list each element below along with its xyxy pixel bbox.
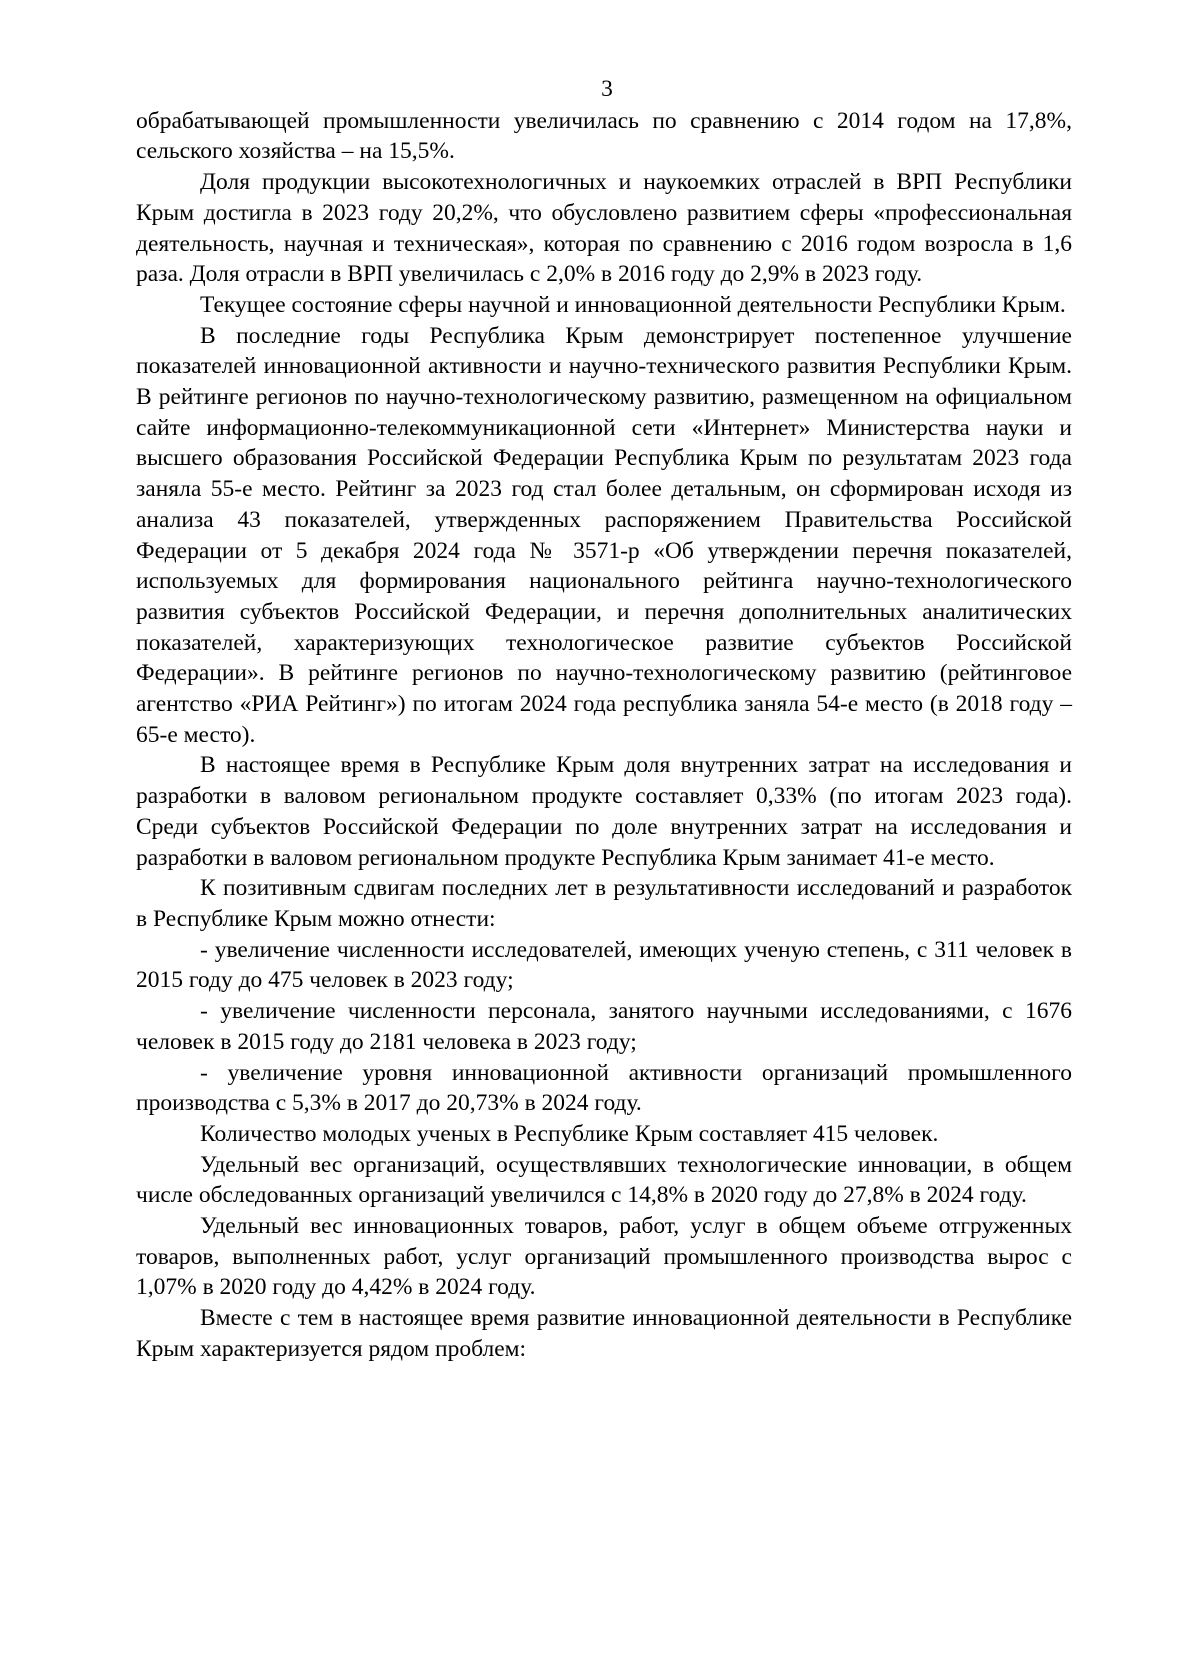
paragraph-current-state: Текущее состояние сферы научной и инновационной деятельности Республики Крым.	[200, 291, 1066, 318]
paragraph-tech-innovations-share: Удельный вес организаций, осуществлявших технологические инновации, в общем числе обследованных организаций увеличился с 14,8% в 2020 году до 27,8% в 2024 году.	[136, 1151, 1072, 1209]
paragraph-rd-costs: В настоящее время в Республике Крым доля внутренних затрат на исследования и разработки в валовом региональном продукте составляет 0,33% (по итогам 2023 года). Среди субъектов Российской Федерации по доле внутренних затрат на исследования и разработки в валовом региональном продукте Республика Крым занимает 41-е место.	[136, 752, 1072, 871]
paragraph-continuation: обрабатывающей промышленности увеличилась по сравнению с 2014 годом на 17,8%, сельского хозяйства – на 15,5%.	[136, 107, 1072, 165]
paragraph-problems-intro: Вместе с тем в настоящее время развитие инновационной деятельности в Республике Крым характеризуется рядом проблем:	[136, 1305, 1072, 1362]
list-item-innovation-activity: - увеличение уровня инновационной активности организаций промышленного производства с 5,3% в 2017 до 20,73% в 2024 году.	[136, 1059, 1072, 1117]
list-item-personnel: - увеличение численности персонала, занятого научными исследованиями, с 1676 человек в 2015 году до 2181 человека в 2023 году;	[136, 998, 1072, 1055]
paragraph-positive-shifts: К позитивным сдвигам последних лет в результативности исследований и разработок в Республике Крым можно отнести:	[136, 875, 1072, 932]
paragraph-innovative-goods-share: Удельный вес инновационных товаров, работ, услуг в общем объеме отгруженных товаров, выполненных работ, услуг организаций промышленного производства вырос с 1,07% в 2020 году до 4,42% в 2024 году.	[136, 1213, 1072, 1301]
paragraph-high-tech-share: Доля продукции высокотехнологичных и наукоемких отраслей в ВРП Республики Крым достигла в 2023 году 20,2%, что обусловлено развитием сферы «профессиональная деятельность, научная и техническая», которая по сравнению с 2016 годом возросла в 1,6 раза. Доля отрасли в ВРП увеличилась с 2,0% в 2016 году до 2,9% в 2023 году.	[136, 169, 1072, 288]
paragraph-rating: В последние годы Республика Крым демонстрирует постепенное улучшение показателей инновационной активности и научно-технического развития Республики Крым. В рейтинге регионов по научно-технологическому развитию, размещенном на официальном сайте информационно-телекоммуникационной сети «Интернет» Министерства науки и высшего образования Российской Федерации Республика Крым по результатам 2023 года заняла 55-е место. Рейтинг за 2023 год стал более детальным, он сформирован исходя из анализа 43 показателей, утвержденных распоряжением Правительства Российской Федерации от 5 декабря 2024 года № 3571-р «Об утверждении перечня показателей, используемых для формирования национального рейтинга научно-технологического развития субъектов Российской Федерации, и перечня дополнительных аналитических показателей, характеризующих технологическое развитие субъектов Российской Федерации». В рейтинге регионов по научно-технологическому развитию (рейтинговое агентство «РИА Рейтинг») по итогам 2024 года республика заняла 54-е место (в 2018 году – 65-е место).	[136, 322, 1072, 748]
page-number: 3	[601, 76, 613, 102]
paragraph-young-scientists: Количество молодых ученых в Республике Крым составляет 415 человек.	[200, 1120, 939, 1147]
list-item-researchers: - увеличение численности исследователей, имеющих ученую степень, с 311 человек в 2015 году до 475 человек в 2023 году;	[136, 936, 1072, 994]
